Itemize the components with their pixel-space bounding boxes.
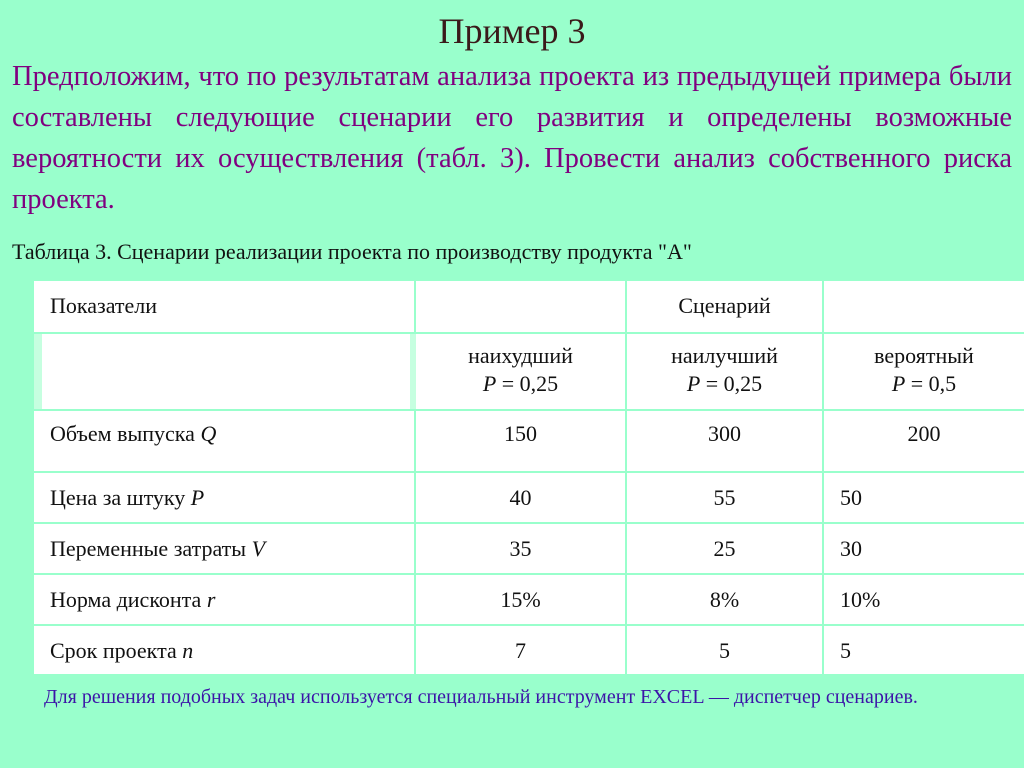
table-cell [416,626,625,674]
table-cell [627,411,822,471]
scenario-name: наилучший [671,343,778,368]
table-cell [824,524,1024,573]
cell-value: 25 [713,536,736,561]
scenario-probability [824,370,1024,398]
row-label: Цена за штуку [50,485,186,510]
header-scenario: Сценарий [678,293,771,318]
row-label: Объем выпуска [50,421,195,446]
table-row-label [34,626,414,674]
intro-paragraph: Предположим, что по результатам анализа проекта из предыдущей примера были составлены следующие сценарии его развития и определены возможные вероятности их осуществления (табл. 3). Провести анализ собственного риска проекта. [12,61,1012,215]
probability-value: = 0,25 [501,371,559,396]
slide-title: Пример 3 [438,11,586,51]
row-symbol: Q [200,421,217,446]
row-symbol: P [190,485,205,510]
cell-value: 150 [504,421,537,446]
scenario-probability [416,370,625,398]
cell-value: 50 [840,485,862,510]
table-row-label [34,473,414,522]
cell-value: 200 [907,421,941,446]
header-empty-cell [42,334,410,409]
table-cell [824,411,1024,471]
table-cell [416,411,625,471]
table-cell [416,524,625,573]
header-stripe [34,334,42,409]
header-empty-cell [824,281,1024,332]
scenario-best-cell [627,334,822,409]
cell-value: 15% [500,587,541,612]
scenario-table [34,281,1024,674]
table-cell [824,626,1024,674]
header-scenario-cell [627,281,822,332]
cell-value: 300 [708,421,741,446]
header-empty-cell [416,281,625,332]
row-symbol: n [182,638,194,663]
table-caption: Таблица 3. Сценарии реализации проекта по производству продукта "А" [12,239,692,264]
cell-value: 35 [509,536,532,561]
table-cell [627,575,822,624]
row-label: Норма дисконта [50,587,202,612]
cell-value: 7 [515,638,526,663]
table-row-label [34,575,414,624]
footnote: Для решения подобных задач используется специальный инструмент EXCEL — диспетчер сценариев. [44,686,918,708]
scenario-worst-cell [416,334,625,409]
cell-value: 30 [840,536,862,561]
header-indicators: Показатели [50,293,158,318]
probability-symbol: P [891,371,906,396]
cell-value: 55 [713,485,736,510]
probability-symbol: P [482,371,497,396]
table-cell [824,575,1024,624]
table-cell [824,473,1024,522]
scenario-probability [627,370,822,398]
cell-value: 5 [719,638,730,663]
cell-value: 8% [709,587,740,612]
row-label: Срок проекта [50,638,177,663]
row-label: Переменные затраты [50,536,247,561]
table-cell [416,575,625,624]
header-indicators-cell [34,281,414,332]
probability-value: = 0,25 [705,371,763,396]
probability-value: = 0,5 [910,371,957,396]
cell-value: 40 [509,485,532,510]
probability-symbol: P [686,371,701,396]
scenario-name: вероятный [874,343,974,368]
scenario-likely-cell [824,334,1024,409]
scenario-name: наихудший [468,343,573,368]
cell-value: 10% [840,587,881,612]
row-symbol: r [206,587,216,612]
row-symbol: V [251,536,266,561]
table-cell [627,524,822,573]
table-cell [627,473,822,522]
table-cell [416,473,625,522]
table-cell [627,626,822,674]
table-row-label [34,411,414,471]
cell-value: 5 [840,638,851,663]
table-row-label [34,524,414,573]
